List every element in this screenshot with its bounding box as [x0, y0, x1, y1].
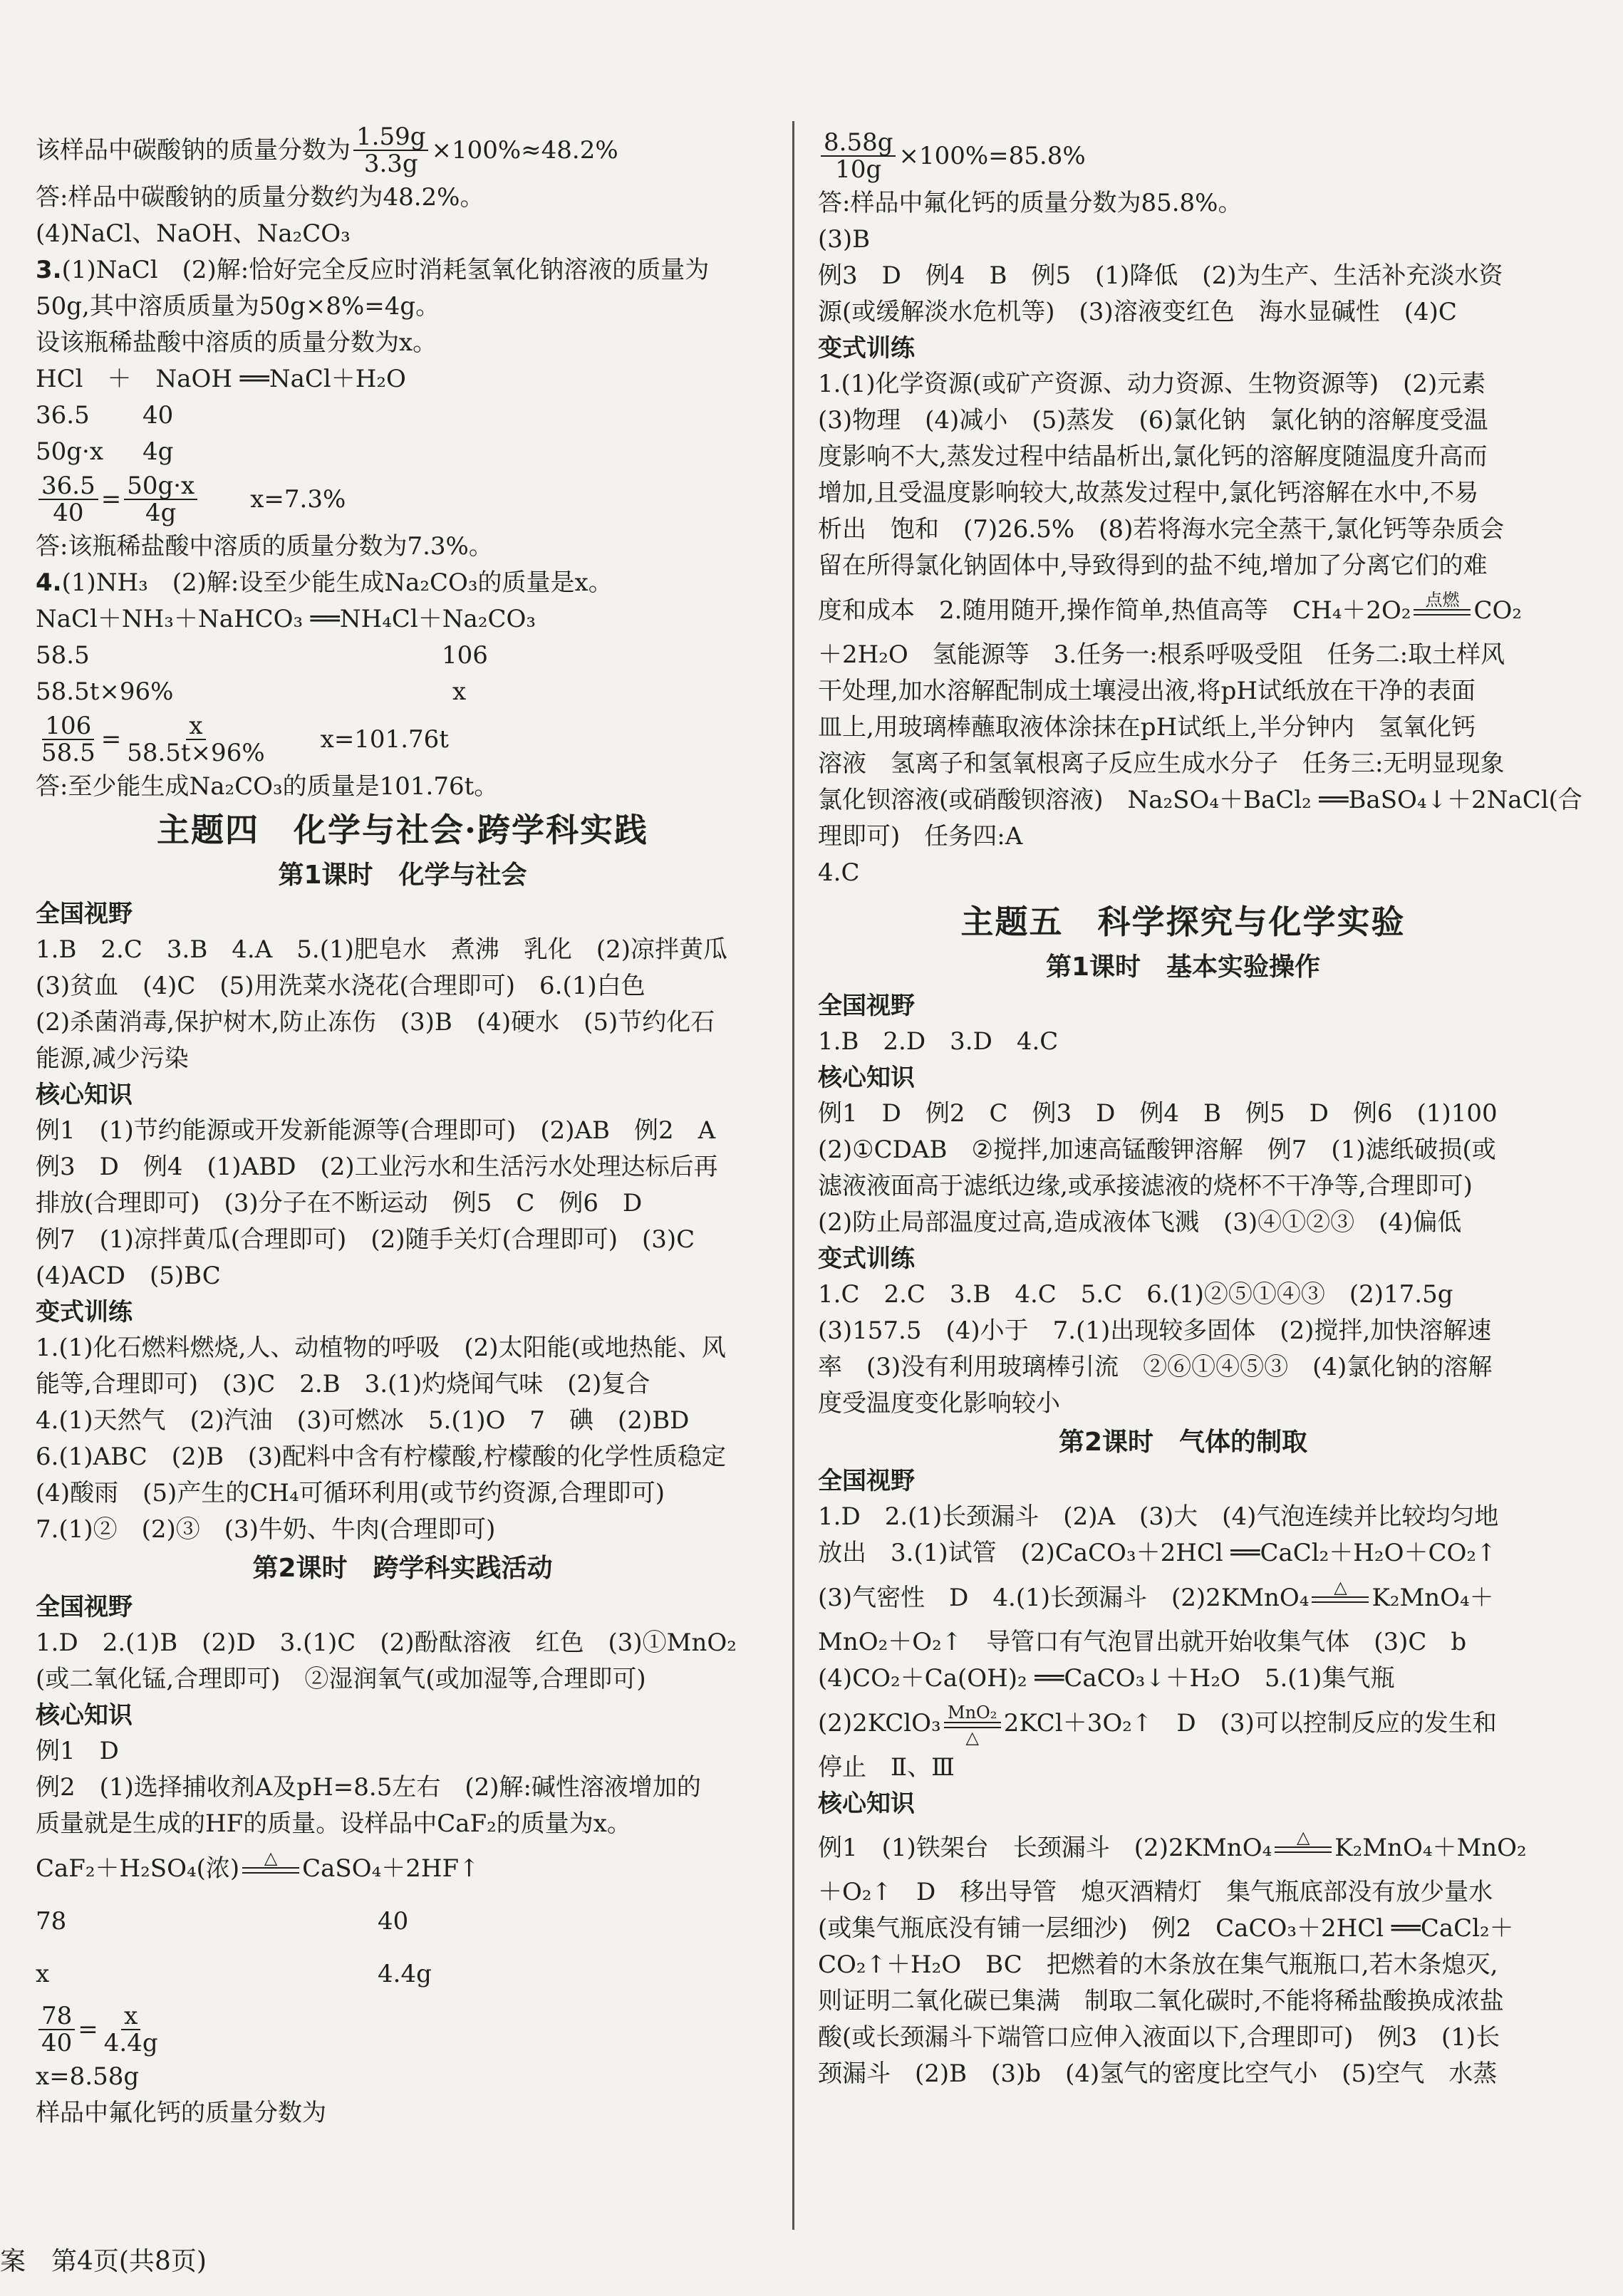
answer-line: 酸(或长颈漏斗下端管口应伸入液面以下,合理即可) 例3 (1)长 [818, 2023, 1500, 2052]
condition-blank [1338, 1603, 1344, 1621]
answer-line: 1.B 2.D 3.D 4.C [818, 1027, 1059, 1056]
text: 4g [142, 437, 174, 466]
condition-blank [1300, 1853, 1306, 1871]
lesson-heading: 第1课时 化学与社会 [278, 861, 527, 890]
denominator: 10g [835, 155, 882, 184]
answer-line: (3)贫血 (4)C (5)用洗菜水浇花(合理即可) 6.(1)白色 [36, 972, 645, 1000]
page-footer: 案 第4页(共8页) [0, 2247, 207, 2276]
text-line [36, 434, 769, 470]
answer-line: 例1 (1)节约能源或开发新能源等(合理即可) (2)AB 例2 A [36, 1116, 716, 1145]
reaction-condition [242, 1849, 299, 1892]
equation-line: NaCl＋NH₃＋NaHCO₃ ══NH₄Cl＋Na₂CO₃ [36, 605, 536, 633]
numerator: 106 [42, 713, 94, 740]
answer-line: 增加,且受温度影响较大,故蒸发过程中,氯化钙溶解在水中,不易 [818, 479, 1479, 507]
reaction-condition [1414, 591, 1471, 634]
text: x [36, 1960, 50, 1988]
text-line: 答:该瓶稀盐酸中溶质的质量分数为7.3%。 [36, 532, 493, 561]
section-label: 全国视野 [36, 900, 133, 928]
text: 58.5t×96% [36, 677, 174, 706]
answer-line: 例1 D [36, 1737, 119, 1765]
lesson-heading: 第2课时 气体的制取 [1058, 1428, 1308, 1457]
answer-line: 则证明二氧化碳已集满 制取二氧化碳时,不能将稀盐酸换成浓盐 [818, 1987, 1504, 2015]
topic-heading: 主题四 化学与社会·跨学科实践 [156, 811, 648, 849]
section-label: 全国视野 [818, 1467, 915, 1495]
denominator: 4g [145, 499, 177, 527]
answer-line: 1.C 2.C 3.B 4.C 5.C 6.(1)②⑤①④③ (2)17.5g [818, 1280, 1453, 1309]
left-column [36, 121, 769, 2131]
section-label: 变式训练 [36, 1298, 133, 1326]
answer-line: 1.(1)化学资源(或矿产资源、动力资源、生物资源等) (2)元素 [818, 370, 1486, 398]
answer-line: 溶液 氢离子和氢氧根离子反应生成水分子 任务三:无明显现象 [818, 749, 1505, 778]
section-label: 全国视野 [36, 1593, 133, 1621]
answer-line: (或二氧化锰,合理即可) ②湿润氧气(或加湿等,合理即可) [36, 1665, 646, 1693]
reaction-condition [1312, 1578, 1369, 1621]
section-label: 核心知识 [36, 1701, 133, 1730]
answer-line: 皿上,用玻璃棒蘸取液体涂抹在pH试纸上,半分钟内 氢氧化钙 [818, 713, 1476, 742]
text: x=101.76t [320, 724, 449, 754]
denominator: 4.4g [103, 2029, 158, 2057]
denominator: 58.5t×96% [127, 739, 265, 767]
text-line [818, 127, 1548, 185]
answer-line: (2)防止局部温度过高,造成液体飞溅 (3)④①②③ (4)偏低 [818, 1208, 1462, 1237]
answer-line: 例3 D 例4 (1)ABD (2)工业污水和生活污水处理达标后再 [36, 1153, 718, 1181]
text: 106 [442, 641, 488, 670]
answer-line: 1.D 2.(1)长颈漏斗 (2)A (3)大 (4)气泡连续并比较均匀地 [818, 1502, 1499, 1531]
text-line [36, 674, 769, 710]
text-line [36, 565, 769, 601]
section-label: 全国视野 [818, 992, 915, 1020]
answer-line: 源(或缓解淡水危机等) (3)溶液变红色 海水显碱性 (4)C [818, 298, 1457, 326]
answer-line: 留在所得氯化钠固体中,导致得到的盐不纯,增加了分离它们的难 [818, 551, 1488, 580]
answer-line [818, 1697, 1548, 1750]
proportion-line: $\frac{106}{58.5}$ = $\frac{x}{58.5t\times 96\%}$ x=101.76t [36, 710, 769, 769]
section-label: 变式训练 [818, 334, 915, 363]
answer-line: 理即可) 任务四:A [818, 822, 1023, 851]
text: CO₂ [1473, 596, 1523, 625]
answer-line: 滤液液面高于滤纸边缘,或承接滤液的烧杯不干净等,合理即可) [818, 1172, 1473, 1200]
text: K₂MnO₄＋ [1371, 1584, 1494, 1612]
lesson-heading: 第2课时 跨学科实践活动 [252, 1554, 553, 1583]
answer-line: (4)ACD (5)BC [36, 1262, 221, 1290]
text: 该样品中碳酸钠的质量分数为 [36, 135, 351, 165]
text: x=7.3% [250, 484, 346, 514]
text-line: 50g,其中溶质质量为50g×8%=4g。 [36, 292, 440, 321]
answer-line: 能等,合理即可) (3)C 2.B 3.(1)灼烧闻气味 (2)复合 [36, 1370, 650, 1398]
proportion-line: $\frac{36.5}{40}$ = $\frac{50g\cdot x}{4g}$ x=7.3% [36, 470, 769, 529]
section-label: 核心知识 [818, 1789, 915, 1818]
denominator: 3.3g [363, 150, 418, 178]
fraction [124, 473, 197, 526]
numerator: 78 [38, 2003, 75, 2030]
text: x [452, 677, 467, 706]
denominator: 58.5 [41, 739, 95, 767]
answer-line: (2)杀菌消毒,保护树木,防止冻伤 (3)B (4)硬水 (5)节约化石 [36, 1008, 715, 1037]
topic-heading: 主题五 科学探究与化学实验 [960, 903, 1406, 941]
fraction [821, 130, 896, 182]
condition-text: △ [1334, 1576, 1347, 1597]
text-line [36, 121, 769, 180]
text: 78 [36, 1907, 67, 1936]
column-divider [792, 121, 794, 2230]
section-label: 核心知识 [818, 1064, 915, 1092]
section-label: 核心知识 [36, 1081, 133, 1109]
condition-text: MnO₂ [948, 1702, 997, 1723]
reaction-condition [944, 1703, 1001, 1747]
text: CaF₂＋H₂SO₄(浓) [36, 1854, 240, 1883]
fraction [38, 713, 98, 766]
answer-line: (3)157.5 (4)小于 7.(1)出现较多固体 (2)搅拌,加快溶解速 [818, 1316, 1492, 1345]
answer-line: (3)物理 (4)减小 (5)蒸发 (6)氯化钠 氯化钠的溶解度受温 [818, 406, 1488, 435]
fraction [353, 124, 428, 177]
text: 36.5 [36, 401, 90, 430]
text: (3)气密性 D 4.(1)长颈漏斗 (2)2KMnO₄ [818, 1584, 1310, 1612]
answer-line: 干处理,加水溶解配制成土壤浸出液,将pH试纸放在干净的表面 [818, 677, 1476, 705]
answer-line: 氯化钡溶液(或硝酸钡溶液) Na₂SO₄＋BaCl₂ ══BaSO₄↓＋2NaCl(合 [818, 786, 1582, 814]
text-line: 设该瓶稀盐酸中溶质的质量分数为x。 [36, 328, 437, 357]
text-line: x=8.58g [36, 2062, 140, 2091]
answer-line [818, 584, 1548, 637]
answer-line: MnO₂＋O₂↑ 导管口有气泡冒出就开始收集气体 (3)C b [818, 1628, 1467, 1656]
condition-blank [1440, 615, 1446, 634]
answer-line [818, 1572, 1548, 1624]
condition-text: 点燃 [1425, 589, 1460, 610]
text-line [36, 398, 769, 434]
text-line [36, 1895, 769, 1948]
equation-line [36, 1842, 769, 1895]
lesson-heading: 第1课时 基本实验操作 [1045, 952, 1321, 982]
text: 例1 (1)铁架台 长颈漏斗 (2)2KMnO₄ [818, 1834, 1272, 1862]
answer-line: 排放(合理即可) (3)分子在不断运动 例5 C 例6 D [36, 1189, 643, 1217]
answer-line: 例7 (1)凉拌黄瓜(合理即可) (2)随手关灯(合理即可) (3)C [36, 1225, 695, 1254]
text: ×100%=85.8% [898, 141, 1086, 170]
answer-line: (2)①CDAB ②搅拌,加速高锰酸钾溶解 例7 (1)滤纸破损(或 [818, 1136, 1496, 1164]
numerator: 36.5 [38, 473, 98, 500]
text-line: (3)B [818, 225, 871, 254]
answer-line: CO₂↑＋H₂O BC 把燃着的木条放在集气瓶瓶口,若木条熄灭, [818, 1950, 1498, 1979]
fraction [38, 2003, 75, 2056]
condition-blank [268, 1874, 274, 1892]
answer-line: 停止 Ⅱ、Ⅲ [818, 1753, 955, 1782]
answer-line: 析出 饱和 (7)26.5% (8)若将海水完全蒸干,氯化钙等杂质会 [818, 515, 1505, 544]
text: (1)NH₃ (2)解:设至少能生成Na₂CO₃的质量是x。 [61, 568, 613, 597]
numerator: x [186, 713, 205, 740]
text-line [36, 1948, 769, 2000]
text-line: 答:至少能生成Na₂CO₃的质量是101.76t。 [36, 772, 499, 801]
answer-line: 7.(1)② (2)③ (3)牛奶、牛肉(合理即可) [36, 1515, 496, 1544]
answer-line: 例3 D 例4 B 例5 (1)降低 (2)为生产、生活补充淡水资 [818, 261, 1503, 290]
numerator: 8.58g [821, 130, 896, 157]
text-line: 答:样品中氟化钙的质量分数为85.8%。 [818, 189, 1243, 217]
answer-line: 能源,减少污染 [36, 1044, 189, 1073]
text: (1)NaCl (2)解:恰好完全反应时消耗氢氧化钠溶液的质量为 [61, 256, 710, 284]
text-line [36, 638, 769, 674]
question-number: 3. [36, 256, 62, 284]
text: (2)2KClO₃ [818, 1709, 941, 1737]
answer-line: 颈漏斗 (2)B (3)b (4)氢气的密度比空气小 (5)空气 水蒸 [818, 2059, 1498, 2088]
numerator: 1.59g [353, 124, 428, 151]
equation-line: HCl ＋ NaOH ══NaCl＋H₂O [36, 365, 406, 393]
answer-line: 度受温度变化影响较小 [818, 1389, 1060, 1418]
text: 4.4g [378, 1960, 432, 1988]
fraction [38, 473, 98, 526]
text: ×100%≈48.2% [431, 135, 618, 165]
proportion-line: $\frac{78}{40}$ = $\frac{x}{4.4g}$ [36, 2000, 769, 2059]
fraction [101, 2003, 161, 2056]
text-line: (4)NaCl、NaOH、Na₂CO₃ [36, 219, 351, 248]
answer-line: 6.(1)ABC (2)B (3)配料中含有柠檬酸,柠檬酸的化学性质稳定 [36, 1443, 726, 1471]
answer-line: 1.B 2.C 3.B 4.A 5.(1)肥皂水 煮沸 乳化 (2)凉拌黄瓜 [36, 935, 728, 964]
reaction-condition [1275, 1828, 1332, 1871]
text: 58.5 [36, 641, 90, 670]
answer-line: ＋2H₂O 氢能源等 3.任务一:根系呼吸受阻 任务二:取土样风 [818, 640, 1505, 669]
answer-line: ＋O₂↑ D 移出导管 熄灭酒精灯 集气瓶底部没有放少量水 [818, 1878, 1493, 1906]
answer-line: 4.(1)天然气 (2)汽油 (3)可燃冰 5.(1)O 7 碘 (2)BD [36, 1406, 690, 1435]
denominator: 40 [41, 2029, 73, 2057]
question-number: 4. [36, 568, 62, 597]
answer-line: 4.C [818, 858, 860, 887]
text: 50g·x [36, 437, 104, 466]
numerator: x [121, 2003, 140, 2030]
answer-line: 率 (3)没有利用玻璃棒引流 ②⑥①④⑤③ (4)氯化钠的溶解 [818, 1353, 1493, 1381]
right-column [818, 127, 1582, 2092]
section-label: 变式训练 [818, 1245, 915, 1273]
condition-text: △ [264, 1847, 278, 1868]
answer-line: 1.D 2.(1)B (2)D 3.(1)C (2)酚酞溶液 红色 (3)①MnO₂ [36, 1629, 737, 1657]
answer-line [818, 1822, 1548, 1874]
fraction [124, 713, 267, 766]
text: 40 [142, 401, 174, 430]
numerator: 50g·x [124, 473, 197, 500]
text: 40 [378, 1907, 409, 1936]
answer-line: (或集气瓶底没有铺一层细沙) 例2 CaCO₃＋2HCl ══CaCl₂＋ [818, 1914, 1514, 1943]
text: K₂MnO₄＋MnO₂ [1334, 1834, 1527, 1862]
answer-line: 质量就是生成的HF的质量。设样品中CaF₂的质量为x。 [36, 1809, 631, 1838]
text: 度和成本 2.随用随开,操作简单,热值高等 CH₄＋2O₂ [818, 596, 1411, 625]
text: CaSO₄＋2HF↑ [302, 1854, 479, 1883]
answer-line: 放出 3.(1)试管 (2)CaCO₃＋2HCl ══CaCl₂＋H₂O＋CO₂↑ [818, 1539, 1497, 1567]
text-line [36, 252, 769, 289]
answer-line: 例2 (1)选择捕收剂A及pH=8.5左右 (2)解:碱性溶液增加的 [36, 1773, 701, 1802]
answer-line: 例1 D 例2 C 例3 D 例4 B 例5 D 例6 (1)100 [818, 1099, 1498, 1128]
answer-line: (4)CO₂＋Ca(OH)₂ ══CaCO₃↓＋H₂O 5.(1)集气瓶 [818, 1664, 1395, 1693]
text: 2KCl＋3O₂↑ D (3)可以控制反应的发生和 [1003, 1709, 1497, 1737]
answer-line: 度影响不大,蒸发过程中结晶析出,氯化钙的溶解度随温度升高而 [818, 442, 1488, 471]
answer-line: (4)酸雨 (5)产生的CH₄可循环利用(或节约资源,合理即可) [36, 1479, 665, 1507]
denominator: 40 [53, 499, 84, 527]
text-line: 样品中氟化钙的质量分数为 [36, 2099, 326, 2127]
text-line: 答:样品中碳酸钠的质量分数约为48.2%。 [36, 183, 484, 212]
answer-line: 1.(1)化石燃料燃烧,人、动植物的呼吸 (2)太阳能(或地热能、风 [36, 1334, 726, 1362]
condition-text: △ [1296, 1827, 1310, 1847]
condition-text: △ [965, 1727, 979, 1747]
